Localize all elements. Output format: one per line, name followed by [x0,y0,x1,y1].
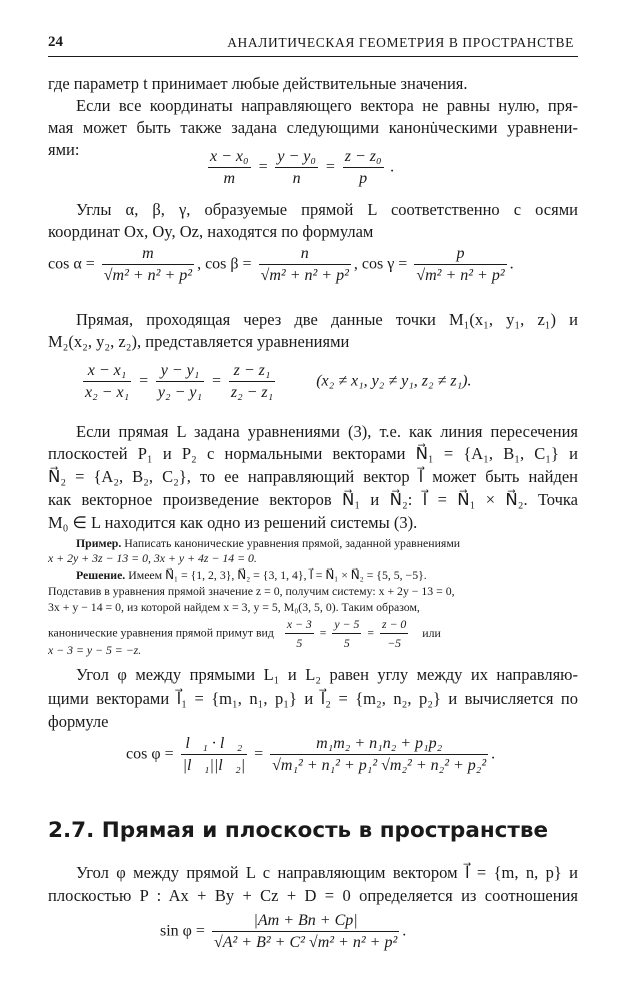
period: . [402,922,407,940]
paragraph-2-line-1: Если все координаты направляющего вектора не равны нулю, пря- [76,96,578,115]
solution-label: Решение. [76,568,126,582]
frac-num: m [142,245,154,262]
frac-den: p [343,167,384,188]
paragraph-7-line-2: плоскостью P : Ax + By + Cz + D = 0 определяется из соотношения [48,886,578,905]
example-label: Пример. [76,536,122,550]
solution-line-3: 3x + y − 14 = 0, из которой найдем x = 3, y = 5, M₀(3, 5, 0). Таким образом, [48,600,420,614]
frac-den: m [208,167,251,188]
angle-between-lines-formula [126,735,495,775]
equals-sign: = [367,625,374,640]
frac-num: z − z₁ [233,362,271,379]
paragraph-5-line-5: M₀ ∈ L находится как одно из решений системы (3). [48,513,418,532]
frac-den: |l⃗₁||l⃗₂| [181,754,248,775]
conditions: (x₂ ≠ x₁, y₂ ≠ y₁, z₂ ≠ z₁). [316,372,472,390]
period: . [491,745,496,763]
example-line-1 [76,536,460,551]
solution-line-5: x − 3 = y − 5 = −z. [48,643,142,657]
frac-den: z₂ − z₁ [229,381,275,402]
equals-sign: = [257,158,269,176]
direction-cosines-formula [48,245,514,285]
canonical-equations [205,148,395,188]
cos-alpha-label: cos α = [48,255,95,273]
frac-num: |Am + Bn + Cp| [253,912,358,929]
frac-num: z − 0 [381,617,407,631]
frac-num: m₁m₂ + n₁n₂ + p₁p₂ [316,735,443,752]
frac-num: p [456,245,465,262]
solution-text: Имеем N⃗₁ = {1, 2, 3}, N⃗₂ = {3, 1, 4}, l⃗ = N⃗₁ × N⃗₂ = {5, 5, −5}. [125,568,427,582]
frac-den: 5 [285,633,314,651]
paragraph-6-line-2: щими векторами l⃗₁ = {m₁, n₁, p₁} и l⃗₂ = {m₂, n₂, p₂} и вычисляется по [48,689,578,708]
frac-den: √m² + n² + p² [414,264,506,285]
paragraph-4-line-2: M₂(x₂, y₂, z₂), представляется уравнениями [48,332,350,351]
frac-num: y − y₀ [277,148,316,165]
paragraph-3-line-1: Углы α, β, γ, образуемые прямой L соответственно с осями [76,200,578,219]
paragraph-2-line-2: мая может быть также задана следующими канонu̇ческими уравнени- [48,118,578,137]
frac-num: z − z₀ [344,148,382,165]
paragraph-6-line-3: формуле [48,712,109,731]
solution-line-2: Подставив в уравнения прямой значение z = 0, получим систему: x + 2y − 13 = 0, [48,584,455,598]
example-line-2: x + 2y + 3z − 13 = 0, 3x + y + 4z − 14 = 0. [48,551,257,565]
equals-sign: = [324,158,336,176]
equals-sign: = [319,625,327,640]
frac-num: y − y₁ [160,362,200,379]
paragraph-1: где параметр t принимает любые действительные значения. [48,74,468,93]
cos-phi-label: cos φ = [126,745,174,763]
paragraph-5-line-2: плоскостей P₁ и P₂ с нормальными векторами N⃗₁ = {A₁, B₁, C₁} и [48,444,578,463]
paragraph-5-line-4: как векторное произведение векторов N⃗₁ и N⃗₂: l⃗ = N⃗₁ × N⃗₂. Точка [48,490,578,509]
frac-num: x − x₁ [87,362,127,379]
example-text: Написать канонические уравнения прямой, заданной уравнениями [121,536,461,550]
frac-num: x − 3 [286,617,312,631]
paragraph-5-line-1: Если прямая L задана уравнениями (3), т.е. как линия пересечения [76,422,578,441]
paragraph-4-line-1: Прямая, проходящая через две данные точки M₁(x₁, y₁, z₁) и [76,310,578,329]
frac-den: √m² + n² + p² [102,264,194,285]
equals-sign: = [254,745,264,763]
line-plane-angle-formula [160,912,406,952]
period: . [509,255,514,273]
paragraph-3-line-2: координат Ox, Oy, Oz, находятся по формулам [48,222,374,241]
paragraph-6-line-1: Угол φ между прямыми L₁ и L₂ равен углу между их направляю- [76,665,578,684]
cos-beta-label: , cos β = [197,255,252,273]
solution-line-1 [76,568,427,583]
frac-den: √m₁² + n₁² + p₁² √m₂² + n₂² + p₂² [270,754,488,775]
frac-num: n [300,245,309,262]
frac-den: √m² + n² + p² [259,264,351,285]
solution-text: или [422,625,441,640]
paragraph-2-line-3: ями: [48,140,80,159]
paragraph-5-line-3: N⃗₂ = {A₂, B₂, C₂}, то ее направляющий вектор l⃗ может быть найден [48,467,578,486]
cos-gamma-label: , cos γ = [353,255,408,273]
frac-den: x₂ − x₁ [83,381,131,402]
sin-phi-label: sin φ = [160,922,205,940]
solution-text: канонические уравнения прямой примут вид [48,625,274,640]
two-point-equations [80,362,471,402]
frac-num: x − x₀ [210,148,249,165]
frac-den: n [275,167,318,188]
paragraph-7-line-1: Угол φ между прямой L с направляющим вектором l⃗ = {m, n, p} и [76,863,578,882]
page-number: 24 [48,34,63,50]
running-title: АНАЛИТИЧЕСКАЯ ГЕОМЕТРИЯ В ПРОСТРАНСТВЕ [227,35,574,50]
frac-den: √A² + B² + C² √m² + n² + p² [212,931,399,952]
page-header [48,34,578,57]
frac-num: y − 5 [334,617,360,631]
equals-sign: = [211,372,222,390]
frac-den: −5 [380,633,408,651]
frac-den: 5 [332,633,361,651]
equals-sign: = [138,372,149,390]
period: . [390,158,395,176]
frac-den: y₂ − y₁ [156,381,204,402]
section-heading: 2.7. Прямая и плоскость в пространстве [48,818,549,843]
frac-num: l⃗₁ · l⃗₂ [185,735,243,752]
